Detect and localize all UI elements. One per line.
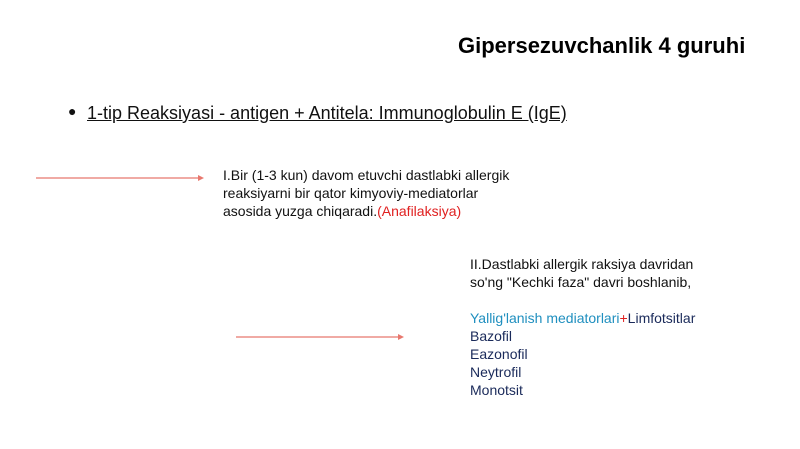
mediators-label: Yallig'lanish mediatorlari [470,310,620,326]
cell-type-item: Bazofil [470,328,513,344]
early-phase-text [223,166,509,220]
arrow-icon [34,172,206,184]
cell-type-item: Neytrofil [470,364,522,380]
cell-type-item: Monotsit [470,382,523,398]
late-phase-text [470,255,695,399]
early-phase-line [223,202,509,220]
mediators-line [470,309,695,327]
late-phase-line: so'ng "Kechki faza" davri boshlanib, [470,274,692,290]
bullet-text: 1-tip Reaksiyasi - antigen + Antitela: Immunoglobulin E (IgE) [87,103,567,123]
bullet-item [68,103,567,124]
early-phase-line-text: asosida yuzga chiqaradi. [223,203,378,219]
slide-title: Gipersezuvchanlik 4 guruhi [458,33,746,58]
late-phase-line: II.Dastlabki allergik raksiya davridan [470,256,694,272]
spacer [470,291,695,309]
bullet-dot-icon: ● [68,103,77,119]
anafilaksiya-label: (Anafilaksiya) [377,203,462,219]
cell-type-item: Eazonofil [470,346,528,362]
early-phase-line: reaksiyarni bir qator kimyoviy-mediatorlar [223,185,479,201]
arrow-icon [234,331,406,343]
plus-sign: + [619,310,628,326]
lymphocytes-label: Limfotsitlar [627,310,696,326]
early-phase-line: I.Bir (1-3 kun) davom etuvchi dastlabki allergik [223,167,510,183]
